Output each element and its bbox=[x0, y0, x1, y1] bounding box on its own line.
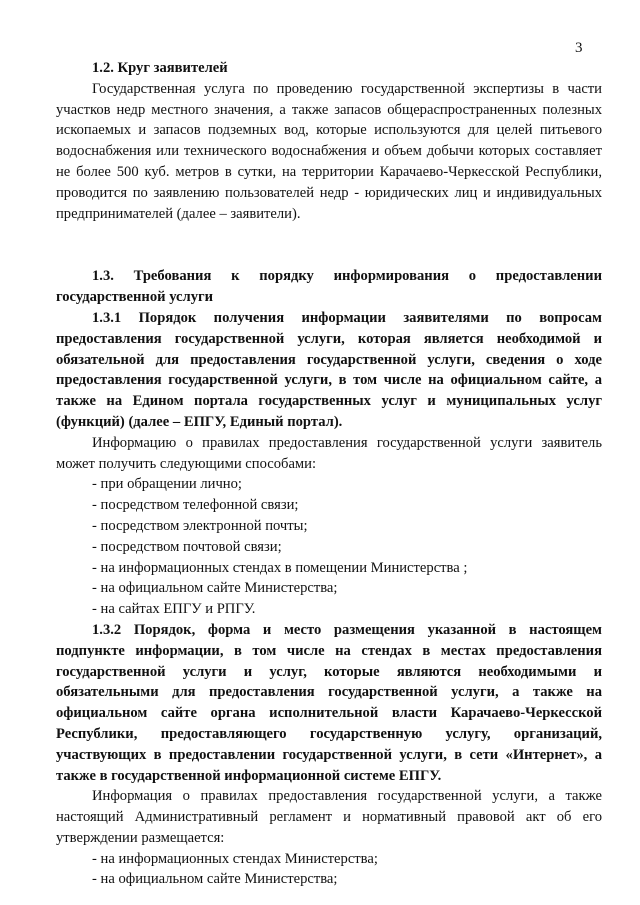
list-item: - посредством почтовой связи; bbox=[92, 538, 282, 555]
list-item: - на информационных стендах Министерства; bbox=[92, 850, 378, 867]
list-item: - на официальном сайте Министерства; bbox=[92, 580, 338, 597]
page-number: 3 bbox=[575, 40, 583, 56]
list-item: - посредством телефонной связи; bbox=[92, 497, 299, 514]
section-spacer bbox=[56, 224, 602, 266]
subsection-1-3-2: 1.3.2 Порядок, форма и место размещения указанной в настоящем подпункте информации, в том числе на стендах в местах предоставления государственной услуги и услуг, которые являются необходимыми и обязательными для предоставления государственной услуги, а также на официальном сайте органа исполнительной власти Карачаево-Черкесской Республики, предоставляющего государственную услугу, организаций, участвующих в предоставлении государственной услуги, в сети «Интернет», а также в государственной информационной системе ЕПГУ. bbox=[56, 621, 602, 784]
document-body bbox=[56, 58, 602, 890]
list-item: - при обращении лично; bbox=[92, 476, 242, 493]
section-1-2-paragraph: Государственная услуга по проведению государственной экспертизы в части участков недр местного значения, а также запасов общераспространенных полезных ископаемых и запасов подземных вод, которые используются для целей питьевого водоснабжения или технического водоснабжения и объем добычи которых составляет не более 500 куб. метров в сутки, на территории Карачаево-Черкесской Республики, проводится по заявлению пользователей недр - юридических лиц и индивидуальных предпринимателей (далее – заявители). bbox=[56, 80, 602, 222]
subsection-1-3-1: 1.3.1 Порядок получения информации заявителями по вопросам предоставления государственной услуги, которая является необходимой и обязательной для предоставления государственной услуги, сведения о ходе предоставления государственной услуги, в том числе на официальном сайте, а также на Едином портала государственных услуг и муниципальных услуг (функций) (далее – ЕПГУ, Единый портал). bbox=[56, 309, 602, 430]
list-item: - на информационных стендах в помещении Министерства ; bbox=[92, 559, 468, 576]
list-item: - посредством электронной почты; bbox=[92, 517, 308, 534]
methods-list bbox=[56, 474, 602, 620]
section-1-2-heading: 1.2. Круг заявителей bbox=[92, 60, 228, 76]
info-intro-paragraph: Информацию о правилах предоставления государственной услуги заявитель может получить следующими способами: bbox=[56, 434, 602, 472]
placement-intro-paragraph: Информация о правилах предоставления государственной услуги, а также настоящий Административный регламент и нормативный правовой акт об его утверждении размещается: bbox=[56, 788, 602, 846]
section-1-3-heading: 1.3. Требования к порядку информирования о предоставлении государственной услуги bbox=[56, 268, 602, 306]
placements-list bbox=[56, 849, 602, 891]
list-item: - на сайтах ЕПГУ и РПГУ. bbox=[92, 601, 256, 618]
list-item: - на официальном сайте Министерства; bbox=[92, 871, 338, 888]
